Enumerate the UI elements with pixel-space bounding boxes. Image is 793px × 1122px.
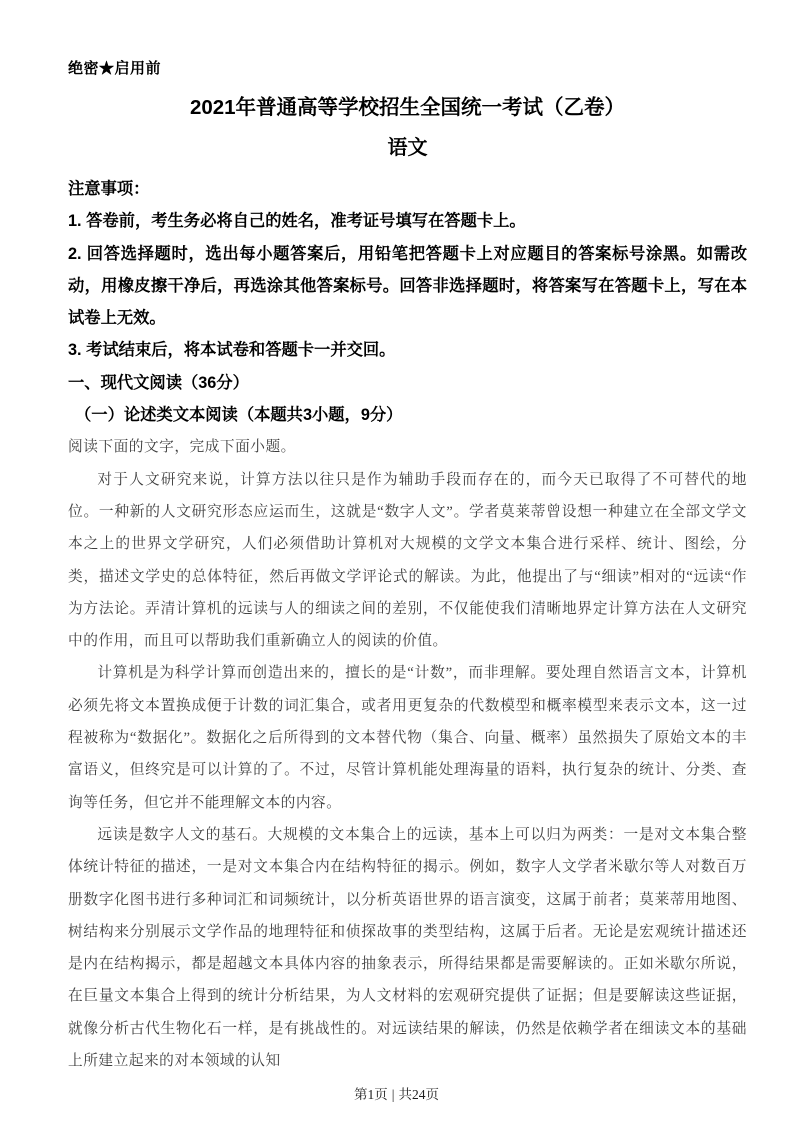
notice-item-3: 3. 考试结束后，将本试卷和答题卡一并交回。 bbox=[68, 341, 396, 360]
exam-title: 2021年普通高等学校招生全国统一考试（乙卷） bbox=[189, 96, 626, 119]
passage-paragraph-2: 计算机是为科学计算而创造出来的，擅长的是“计数”，而非理解。要处理自然语言文本，计算机必须先将文本置换成便于计数的词汇集合，或者用更复杂的代数模型和概率模型来表示文本，这一过程被称为“数据化”。数据化之后所得到的文本替代物（集合、向量、概率）虽然损失了原始文本的丰富语义，但终究是可以计算的了。不过，尽管计算机能处理海量的语料，执行复杂的统计、分类、查询等任务，但它并不能理解文本的内容。 bbox=[68, 665, 747, 811]
passage-paragraph-1: 对于人文研究来说，计算方法以往只是作为辅助手段而存在的，而今天已取得了不可替代的地位。一种新的人文研究形态应运而生，这就是“数字人文”。学者莫莱蒂曾设想一种建立在全部文学文本之上的世界文学研究，人们必须借助计算机对大规模的文学文本集合进行采样、统计、图绘，分类，描述文学史的总体特征，然后再做文学评论式的解读。为此，他提出了与“细读”相对的“远读“作为方法论。弄清计算机的远读与人的细读之间的差别，不仅能使我们清晰地界定计算方法在人文研究中的作用，而且可以帮助我们重新确立人的阅读的价值。 bbox=[68, 471, 747, 650]
notices-heading: 注意事项： bbox=[68, 180, 150, 198]
passage-paragraph-3: 远读是数字人文的基石。大规模的文本集合上的远读，基本上可以归为两类：一是对文本集合整体统计特征的描述，一是对文本集合内在结构特征的揭示。例如，数字人文学者米歇尔等人对数百万册数字化图书进行多种词汇和词频统计，以分析英语世界的语言演变，这属于前者；莫莱蒂用地图、树结构来分别展示文学作品的地理特征和侦探故事的类型结构，这属于后者。无论是宏观统计描述还是内在结构揭示，都是超越文本具体内容的抽象表示，所得结果都是需要解读的。正如米歇尔所说，在巨量文本集合上得到的统计分析结果，为人文材料的宏观研究提供了证据；但是要解读这些证据，就像分析古代生物化石一样，是有挑战性的。对远读结果的解读，仍然是依赖学者在细读文本的基础上所建立起来的对本领域的认知 bbox=[68, 826, 747, 1070]
classification-label: 绝密★启用前 bbox=[68, 60, 162, 77]
page-content bbox=[68, 0, 747, 1077]
notice-item-2: 2. 回答选择题时，选出每小题答案后，用铅笔把答题卡上对应题目的答案标号涂黑。如需改动，用橡皮擦干净后，再选涂其他答案标号。回答非选择题时，将答案写在答题卡上，写在本试卷上无效。 bbox=[68, 244, 747, 328]
footer-page-number: 第1页 bbox=[354, 1087, 388, 1102]
exam-subject-title: 语文 bbox=[387, 137, 428, 159]
footer-separator: | bbox=[391, 1087, 395, 1102]
footer-total-pages: 共24页 bbox=[398, 1087, 439, 1102]
notice-item-1: 1. 答卷前，考生务必将自己的姓名，准考证号填写在答题卡上。 bbox=[68, 212, 526, 231]
reading-instruction: 阅读下面的文字，完成下面小题。 bbox=[68, 439, 296, 456]
subsection-heading-argumentative-reading: （一）论述类文本阅读（本题共3小题，9分） bbox=[75, 406, 403, 425]
section-heading-modern-reading: 一、现代文阅读（36分） bbox=[68, 373, 249, 392]
page-footer bbox=[0, 1086, 793, 1104]
